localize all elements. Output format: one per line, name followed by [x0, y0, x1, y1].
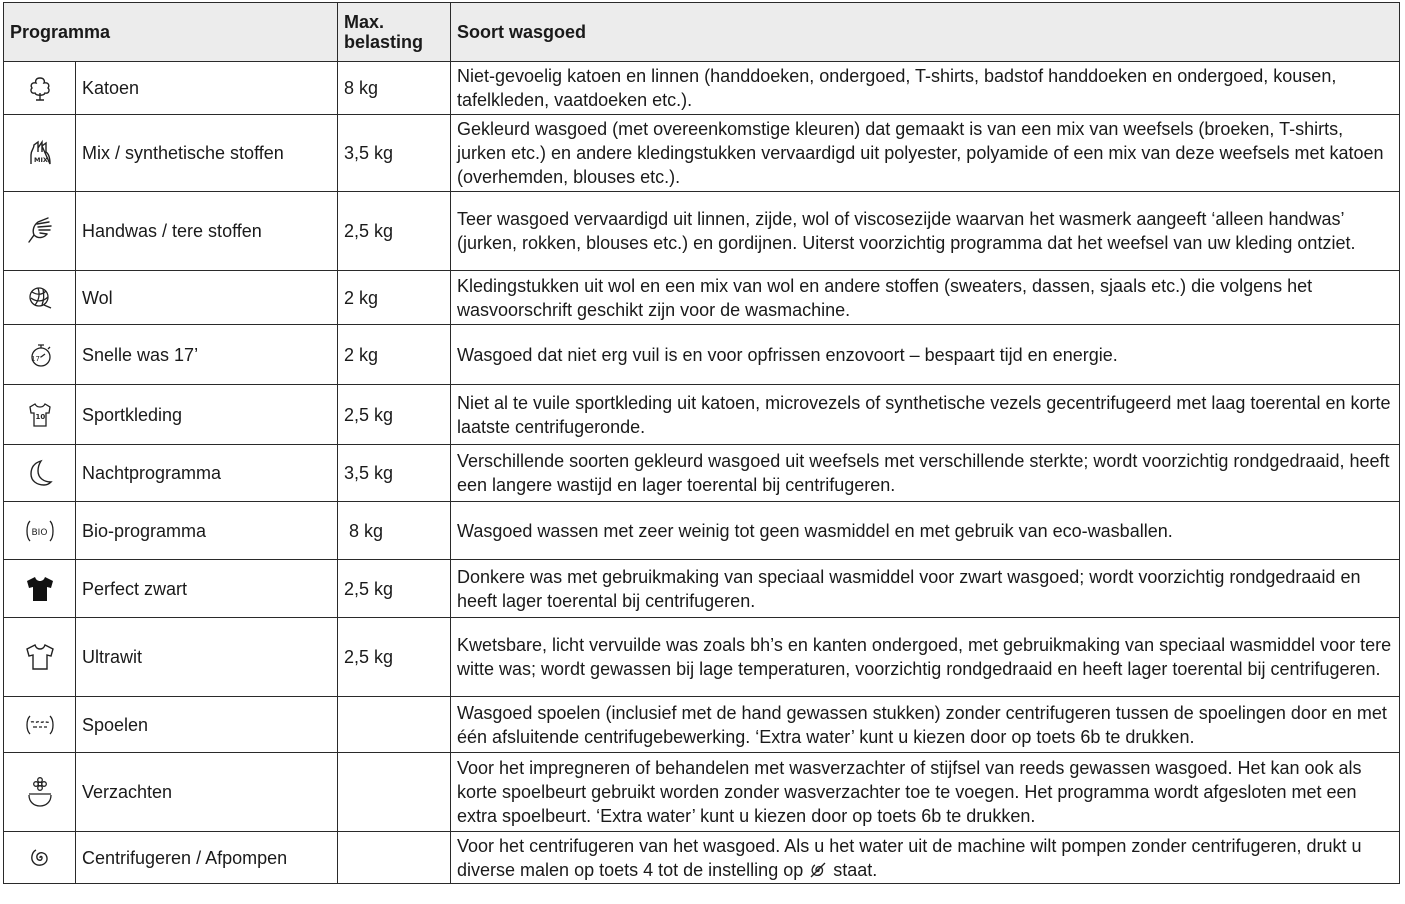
moon-icon: [4, 445, 76, 502]
program-name: Handwas / tere stoffen: [76, 192, 338, 271]
table-row: [4, 115, 1400, 192]
bio-icon: [4, 502, 76, 560]
table-header-row: [4, 3, 1400, 62]
laundry-description: Wasgoed dat niet erg vuil is en voor opfrissen enzovoort – bespaart tijd en energie.: [451, 325, 1400, 385]
table-row: [4, 753, 1400, 832]
laundry-description: Niet al te vuile sportkleding uit katoen, microvezels of synthetische vezels gecentrifugeerd met laag toerental en korte laatste centrifugeronde.: [451, 385, 1400, 445]
spin-spiral-icon: [4, 832, 76, 884]
max-load: 2,5 kg: [338, 618, 451, 697]
program-name: Spoelen: [76, 697, 338, 753]
max-load: [338, 832, 451, 884]
laundry-description: Voor het impregneren of behandelen met wasverzachter of stijfsel van reeds gewassen wasgoed. Het kan ook als korte spoelbeurt gebruikt worden zonder wasverzachter toe te voegen. Het programma wordt afgesloten met een extra spoelbeurt. ‘Extra water’ kunt u kiezen door op toets 6b te drukken.: [451, 753, 1400, 832]
laundry-description: Donkere was met gebruikmaking van speciaal wasmiddel voor zwart wasgoed; wordt voorzichtig rondgedraaid en heeft lager toerental bij centrifugeren.: [451, 560, 1400, 618]
svg-text:MIX: MIX: [33, 156, 48, 164]
header-max-load: Max. belasting: [338, 3, 451, 62]
laundry-description: Verschillende soorten gekleurd wasgoed uit weefsels met verschillende sterkte; wordt voorzichtig rondgedraaid, heeft een langere wastijd en lager toerental bij centrifugeren.: [451, 445, 1400, 502]
table-row: [4, 832, 1400, 884]
max-load: 2,5 kg: [338, 192, 451, 271]
program-name: Centrifugeren / Afpompen: [76, 832, 338, 884]
program-name: Wol: [76, 271, 338, 325]
laundry-description: Wasgoed spoelen (inclusief met de hand gewassen stukken) zonder centrifugeren tussen de spoelingen door en met één afsluitende centrifugebewerking. ‘Extra water’ kunt u kiezen door op toets 6b te drukken.: [451, 697, 1400, 753]
program-name: Nachtprogramma: [76, 445, 338, 502]
no-spin-icon: [808, 860, 828, 880]
program-name: Perfect zwart: [76, 560, 338, 618]
softener-flower-icon: [4, 753, 76, 832]
max-load: 2 kg: [338, 271, 451, 325]
max-load: 8 kg: [338, 62, 451, 115]
max-load: 8 kg: [338, 502, 451, 560]
laundry-description: Niet-gevoelig katoen en linnen (handdoeken, ondergoed, T-shirts, badstof handdoeken en ondergoed, kousen, tafelkleden, vaatdoeken etc.).: [451, 62, 1400, 115]
table-row: [4, 271, 1400, 325]
program-name: Verzachten: [76, 753, 338, 832]
table-row: [4, 502, 1400, 560]
max-load: [338, 753, 451, 832]
wool-ball-icon: [4, 271, 76, 325]
laundry-description: Wasgoed wassen met zeer weinig tot geen wasmiddel en met gebruik van eco-wasballen.: [451, 502, 1400, 560]
program-table: [3, 2, 1400, 884]
cotton-flower-icon: [4, 62, 76, 115]
table-row: [4, 618, 1400, 697]
laundry-description: Teer wasgoed vervaardigd uit linnen, zijde, wol of viscosezijde waarvan het wasmerk aangeeft ‘alleen handwas’ (jurken, rokken, blouses etc.) en gordijnen. Uiterst voorzichtig programma dat het weefsel van uw kleding ontziet.: [451, 192, 1400, 271]
svg-text:17': 17': [30, 354, 42, 363]
hand-wash-icon: [4, 192, 76, 271]
program-name: Ultrawit: [76, 618, 338, 697]
laundry-description: Kwetsbare, licht vervuilde was zoals bh’s en kanten ondergoed, met gebruikmaking van speciaal wasmiddel voor tere witte was; wordt gewassen bij lage temperaturen, voorzichtig rondgedraaid en heeft lager toerental bij centrifugeren.: [451, 618, 1400, 697]
max-load: [338, 697, 451, 753]
laundry-description: Kledingstukken uit wol en een mix van wol en andere stoffen (sweaters, dassen, sjaals etc.) die volgens het wasvoorschrift geschikt zijn voor de wasmachine.: [451, 271, 1400, 325]
program-name: Bio-programma: [76, 502, 338, 560]
white-shirt-icon: [4, 618, 76, 697]
svg-text:BIO: BIO: [31, 527, 47, 538]
program-name: Mix / synthetische stoffen: [76, 115, 338, 192]
program-name: Sportkleding: [76, 385, 338, 445]
max-load: 2 kg: [338, 325, 451, 385]
table-row: [4, 62, 1400, 115]
table-row: [4, 560, 1400, 618]
max-load: 3,5 kg: [338, 445, 451, 502]
header-program: Programma: [4, 3, 338, 62]
table-row: [4, 445, 1400, 502]
black-shirt-icon: [4, 560, 76, 618]
laundry-description: [451, 832, 1400, 884]
max-load: 3,5 kg: [338, 115, 451, 192]
header-laundry-type: Soort wasgoed: [451, 3, 1400, 62]
sports-jersey-icon: [4, 385, 76, 445]
table-row: [4, 325, 1400, 385]
description-text-end: staat.: [828, 859, 878, 880]
stopwatch-17-icon: [4, 325, 76, 385]
program-name: Snelle was 17’: [76, 325, 338, 385]
description-text: Voor het centrifugeren van het wasgoed. Als u het water uit de machine wilt pompen zonder centrifugeren, drukt u diverse malen op toets 4 tot de instelling op: [457, 835, 1362, 880]
svg-text:10: 10: [35, 412, 45, 421]
table-row: [4, 192, 1400, 271]
mix-synthetic-icon: [4, 115, 76, 192]
laundry-description: Gekleurd wasgoed (met overeenkomstige kleuren) dat gemaakt is van een mix van weefsels (broeken, T-shirts, jurken etc.) en andere kledingstukken vervaardigd uit polyester, polyamide of een mix van deze weefsels met katoen (overhemden, blouses etc.).: [451, 115, 1400, 192]
rinse-icon: [4, 697, 76, 753]
max-load: 2,5 kg: [338, 385, 451, 445]
table-row: [4, 697, 1400, 753]
table-row: [4, 385, 1400, 445]
program-name: Katoen: [76, 62, 338, 115]
max-load: 2,5 kg: [338, 560, 451, 618]
